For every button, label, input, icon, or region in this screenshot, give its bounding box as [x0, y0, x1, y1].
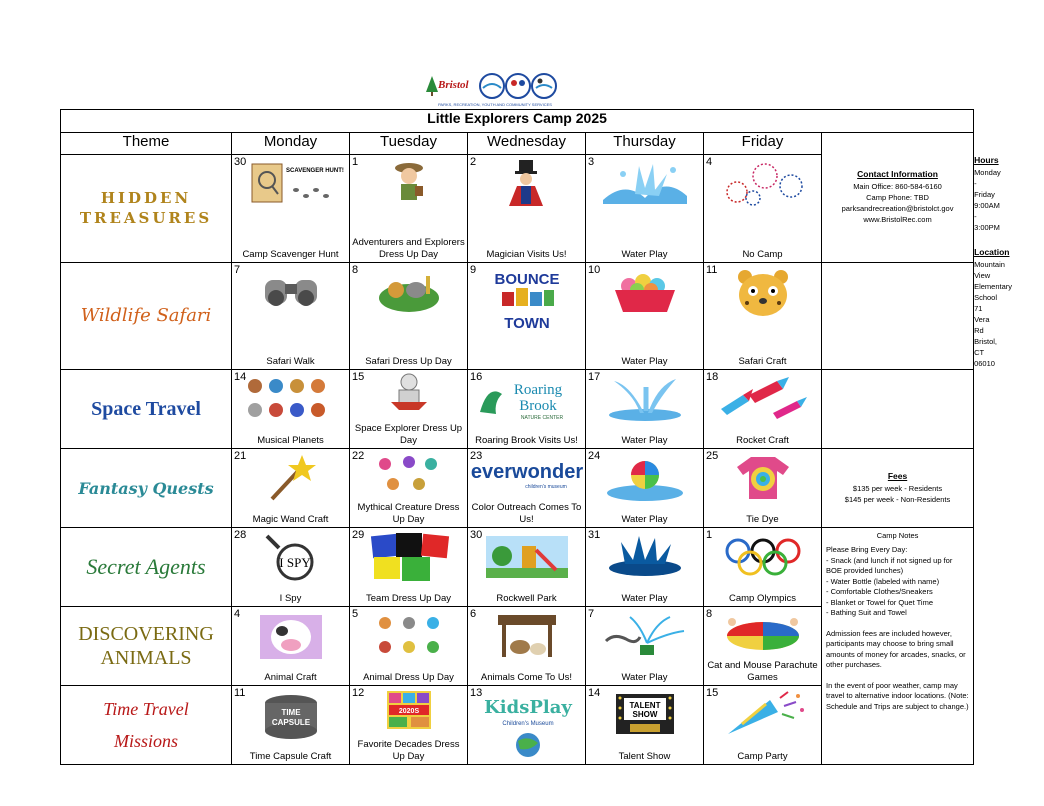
leopard-mask-icon — [704, 266, 821, 318]
fees-section: Fees $135 per week - Residents $145 per week - Non-Residents — [822, 449, 974, 528]
svg-text:Roaring: Roaring — [513, 382, 562, 398]
svg-text:2020S: 2020S — [398, 708, 419, 715]
header-tuesday: Tuesday — [350, 133, 468, 155]
svg-text:children's museum: children's museum — [524, 484, 567, 490]
logo-text: Bristol — [438, 79, 469, 91]
day-cell: 3 Water Play — [586, 155, 704, 263]
roaring-brook-logo-icon — [468, 373, 585, 425]
header-monday: Monday — [232, 133, 350, 155]
day-cell: 10 Water Play — [586, 262, 704, 370]
olympic-rings-icon — [704, 531, 821, 583]
day-cell: 5 Animal Dress Up Day — [350, 607, 468, 686]
svg-text:Brook: Brook — [518, 398, 557, 414]
playground-icon — [468, 531, 585, 583]
svg-text:Children's Museum: Children's Museum — [501, 721, 554, 727]
day-cell: 30 SCAVENGER HUNT! Camp Scavenger Hunt — [232, 155, 350, 263]
day-cell: 21 Magic Wand Craft — [232, 449, 350, 528]
day-cell: 23 everwonder children's museum Color Outreach Comes To Us! — [468, 449, 586, 528]
day-cell: 30 Rockwell Park — [468, 528, 586, 607]
theme-space-travel: Space Travel — [61, 370, 232, 449]
scavenger-hunt-map-icon — [232, 158, 349, 210]
day-cell: 4 No Camp — [704, 155, 822, 263]
mythical-creatures-icon — [350, 451, 467, 495]
day-cell: 14 TALENT SHOW Talent Show — [586, 686, 704, 765]
svg-text:TIME: TIME — [280, 708, 301, 717]
svg-text:SCAVENGER HUNT!: SCAVENGER HUNT! — [285, 168, 344, 174]
day-cell: 7 Water Play — [586, 607, 704, 686]
day-cell: 18 Rocket Craft — [704, 370, 822, 449]
day-cell: 12 2020S Favorite Decades Dress Up Day — [350, 686, 468, 765]
day-cell: 4 Animal Craft — [232, 607, 350, 686]
petting-zoo-icon — [468, 610, 585, 662]
color-squares-icon — [350, 531, 467, 583]
day-cell: 7 Safari Walk — [232, 262, 350, 370]
decades-poster-icon — [350, 688, 467, 732]
planets-grid-icon — [232, 373, 349, 425]
animal-costumes-icon — [350, 610, 467, 662]
camp-notes-section: Camp Notes Please Bring Every Day: - Snack (and lunch if not signed up for BOE provided lunches) - Water Bottle (labeled with name) - Comfortable Clothes/Sneakers - Blanket or Towel for Quet Time - Bathing Suit and Towel Admission fees are included however, participants may choose to bring small amounts of money for arcades, snacks, or other purchases. In the event of poor weather, camp may travel to alternative indoor locations. (Note: Schedule and Trips are subject to change.) — [822, 528, 974, 765]
party-horn-icon — [704, 689, 821, 741]
everwonder-logo-icon — [468, 451, 585, 495]
day-cell: 8 Cat and Mouse Parachute Games — [704, 607, 822, 686]
parachute-icon — [704, 609, 821, 655]
day-cell: 29 Team Dress Up Day — [350, 528, 468, 607]
svg-text:TALENT: TALENT — [629, 701, 660, 710]
tree-icon — [426, 76, 438, 96]
logo-subtitle: PARKS, RECREATION, YOUTH AND COMMUNITY SERVICES — [438, 102, 552, 107]
svg-text:I SPY: I SPY — [278, 555, 311, 570]
bristol-logo — [420, 70, 570, 108]
svg-text:TOWN: TOWN — [503, 314, 550, 332]
day-cell: 9 BOUNCE TOWN — [468, 262, 586, 370]
day-cell: 31 Water Play — [586, 528, 704, 607]
magnifier-ispy-icon — [232, 531, 349, 583]
sprinkler-icon — [586, 610, 703, 662]
water-splash-icon — [586, 158, 703, 210]
camp-calendar: Little Explorers Camp 2025 Theme Monday Tuesday Wednesday Thursday Friday Contact Information Main Office: 860-584-6160 Camp Phone: TBD parksandrecreation@bristolct.gov www.BristolRec.com HIDDEN TREASURES 30 SCAVENGER HUNT! Camp Scavenger Hunt 1 Adventurers and Explorers Dress Up Day 2 Magician Visits Us! 3 Water Play 4 No Camp Hours Monday - Friday 9:00AM - 3:00PM Location Mountain View Elementary School 71 Vera Rd Bristol, CT 06010 Wildlife Safari 7 Safari Walk 8 Safari Dress Up Day 9 BOUNCE TOWN 10 Water Play 11 Safari Craft Space Travel 14 Musical Planets 15 Space Explorer Dress Up Day 16 Roaring Brook NATURE CENTER Roaring Brook Visits Us! 17 Water Play 18 Rocket Craft Fantasy Quests 21 Magic Wand Craft 22 Mythical Creature Dress Up Day 23 everwonder children's museum Color Outreach Comes To Us! 24 Water Play 25 Tie Dye Fees $135 per week - Residents $145 per week - Non-Residents Secret Agents 28 I SPY I Spy 29 Team Dress Up Day 30 Rockwell Park 31 Water Play 1 Camp Olympics Camp Notes Please Bring Every Day: - Snack (and lunch if not signed up for BOE provided lunches) - Water Bottle (labeled with name) - Comfortable Clothes/Sneakers - Blanket or Towel for Quet Time - Bathing Suit and Towel Admission fees are included however, participants may choose to bring small amounts of money for arcades, snacks, or other purchases. In the event of poor weather, camp may travel to alternative indoor locations. (Note: Schedule and Trips are subject to change.) DISCOVERING ANIMALS 4 Animal Craft 5 Animal Dress Up Day 6 Animals Come To Us! 7 Water Play 8 Cat and Mouse Parachute Games Time Travel Missions 11 TIME CAPSULE Time Capsule Craft 12 2020S Favorite Decades Dress Up Day 13 KidsPlay Children's Museum 14 TALENT SHOW Talent Show 15 Camp Party — [60, 109, 974, 765]
water-splash-icon — [586, 531, 703, 583]
talent-show-marquee-icon — [586, 689, 703, 741]
bounce-town-logo-icon — [468, 265, 585, 339]
svg-text:SHOW: SHOW — [632, 710, 657, 719]
magic-wand-icon — [232, 452, 349, 504]
day-cell: 17 Water Play — [586, 370, 704, 449]
time-capsule-icon — [232, 689, 349, 741]
svg-text:NATURE CENTER: NATURE CENTER — [520, 415, 563, 421]
cow-craft-icon — [232, 610, 349, 662]
day-cell: 1 Adventurers and Explorers Dress Up Day — [350, 155, 468, 263]
theme-secret-agents: Secret Agents — [61, 528, 232, 607]
header-thursday: Thursday — [586, 133, 704, 155]
day-cell: 11 Safari Craft — [704, 262, 822, 370]
svg-text:everwonder: everwonder — [470, 461, 583, 483]
day-cell: 2 Magician Visits Us! — [468, 155, 586, 263]
day-cell: 15 Camp Party — [704, 686, 822, 765]
paper-rockets-icon — [704, 373, 821, 425]
day-cell: 25 Tie Dye — [704, 449, 822, 528]
header-theme: Theme — [61, 133, 232, 155]
day-cell: 1 Camp Olympics — [704, 528, 822, 607]
day-cell: 16 Roaring Brook NATURE CENTER Roaring Brook Visits Us! — [468, 370, 586, 449]
theme-wildlife-safari: Wildlife Safari — [61, 262, 232, 370]
blank-side-cell — [822, 370, 974, 449]
water-balloons-icon — [586, 266, 703, 318]
theme-hidden-treasures: HIDDEN TREASURES — [61, 155, 232, 263]
day-cell: 11 TIME CAPSULE Time Capsule Craft — [232, 686, 350, 765]
theme-fantasy-quests: Fantasy Quests — [61, 449, 232, 528]
day-cell: 28 I SPY I Spy — [232, 528, 350, 607]
explorer-character-icon — [350, 158, 467, 210]
binoculars-icon — [232, 266, 349, 318]
header-wednesday: Wednesday — [468, 133, 586, 155]
tie-dye-shirt-icon — [704, 452, 821, 504]
kidsplay-logo-icon — [468, 688, 585, 762]
day-cell: 6 Animals Come To Us! — [468, 607, 586, 686]
astronaut-rocket-icon — [350, 372, 467, 412]
page-title: Little Explorers Camp 2025 — [61, 110, 974, 133]
contact-section: Contact Information Main Office: 860-584-6160 Camp Phone: TBD parksandrecreation@bristolct.gov www.BristolRec.com — [822, 133, 974, 263]
day-cell: 14 Musical Planets — [232, 370, 350, 449]
water-splash-icon — [586, 373, 703, 425]
magician-icon — [468, 158, 585, 210]
day-cell: 15 Space Explorer Dress Up Day — [350, 370, 468, 449]
header-friday: Friday — [704, 133, 822, 155]
fireworks-icon — [704, 158, 821, 210]
theme-discovering-animals: DISCOVERING ANIMALS — [61, 607, 232, 686]
day-cell: 8 Safari Dress Up Day — [350, 262, 468, 370]
svg-text:CAPSULE: CAPSULE — [271, 718, 310, 727]
svg-text:KidsPlay: KidsPlay — [483, 697, 572, 718]
jungle-animals-icon — [350, 266, 467, 318]
svg-text:BOUNCE: BOUNCE — [493, 270, 560, 288]
theme-time-travel-missions: Time Travel Missions — [61, 686, 232, 765]
day-cell: 24 Water Play — [586, 449, 704, 528]
beach-ball-splash-icon — [586, 452, 703, 504]
day-cell: 22 Mythical Creature Dress Up Day — [350, 449, 468, 528]
day-cell: 13 KidsPlay Children's Museum — [468, 686, 586, 765]
